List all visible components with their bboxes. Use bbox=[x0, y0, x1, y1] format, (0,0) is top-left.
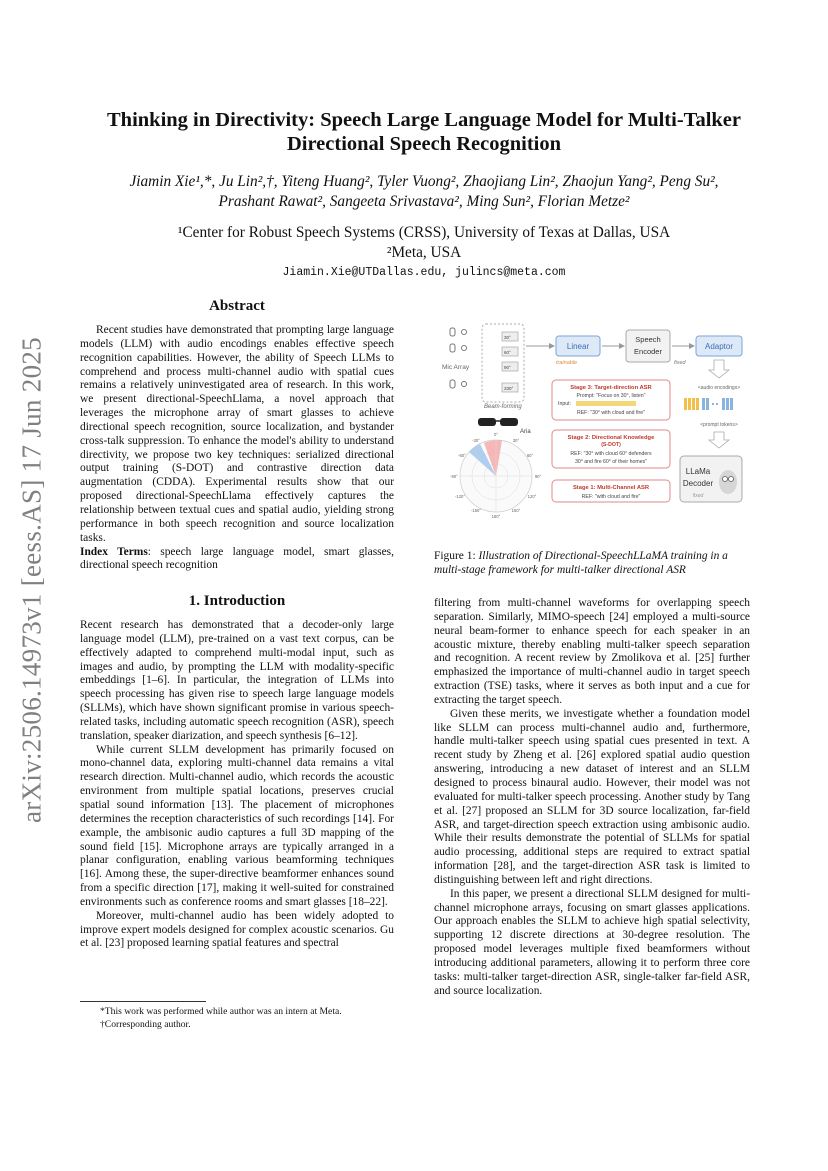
stage-2-title: Stage 2: Directional Knowledge bbox=[567, 435, 655, 441]
contact-email[interactable]: Jiamin.Xie@UTDallas.edu, julincs@meta.com bbox=[282, 266, 566, 279]
stage-1-title: Stage 1: Multi-Channel ASR bbox=[572, 485, 650, 491]
authors-line-2: Prashant Rawat², Sangeeta Srivastava², Ming Sun², Florian Metze² bbox=[218, 193, 630, 210]
stage-3-input: Input: bbox=[558, 401, 571, 407]
fixed-label: fixed bbox=[674, 360, 686, 366]
stage-2-ref-2: 30° and fire 60° of their homes" bbox=[574, 459, 648, 465]
down-arrow-icon-2 bbox=[709, 432, 729, 448]
prompt-tokens-label: <prompt tokens> bbox=[700, 422, 738, 428]
mic-array-icons bbox=[450, 328, 467, 388]
polar-label-60: 60° bbox=[526, 453, 534, 458]
stage-2-ref-1: REF: "30° with cloud 60° defenders bbox=[570, 451, 652, 457]
index-terms bbox=[80, 546, 394, 574]
intro-paragraph-5: Given these merits, we investigate whether a foundation model like SLLM can process multi-channel audio and, furthermore, handle multi-talker speech using spatial cues presented in text. A recent study by Zheng et al. [26] explored spatial audio question answering, introducing a new dataset of interest and an SLLM designed to process binaural audio. However, their model was not evaluated for multi-talker speech processing. Another study by Tang et al. [27] proposed an SLLM for 3D source localization, far-field ASR, and target-direction speech extraction using ambisonic audio. While their results demonstrate the potential of SLLMs for spatial audio processing, additional steps are required to extract spatial information [28], and the target-direction ASR task is limited to distinguishing between left and right directions. bbox=[434, 707, 750, 886]
caption-text: Illustration of Directional-SpeechLLaMA training in a multi-stage framework for multi-talker directional ASR bbox=[434, 550, 728, 576]
stage-2-sub: (S-DOT) bbox=[601, 442, 621, 448]
affiliation-1: ¹Center for Robust Speech Systems (CRSS), University of Texas at Dallas, USA bbox=[177, 224, 671, 241]
title-line-2: Directional Speech Recognition bbox=[286, 133, 562, 155]
linear-label: Linear bbox=[566, 342, 590, 351]
llama-label-1: LLaMa bbox=[685, 467, 711, 476]
mic-array-label: Mic Array bbox=[442, 364, 470, 371]
intro-heading: 1. Introduction bbox=[188, 593, 286, 609]
down-arrow-icon bbox=[709, 360, 729, 378]
stage-3-title: Stage 3: Target-direction ASR bbox=[570, 385, 652, 391]
polar-label-n30: -30° bbox=[472, 438, 480, 443]
beam-label-1: 30° bbox=[504, 335, 511, 340]
adaptor-label: Adaptor bbox=[704, 342, 734, 351]
figure-1-caption bbox=[434, 549, 750, 577]
llama-label-2: Decoder bbox=[682, 479, 714, 488]
polar-label-30: 30° bbox=[512, 438, 520, 443]
stage-3-prompt: Prompt: "Focus on 30°, listen" bbox=[576, 393, 646, 399]
polar-label-90: 90° bbox=[534, 474, 542, 479]
polar-label-180: 180° bbox=[491, 514, 501, 519]
intro-paragraph-1: Recent research has demonstrated that a decoder-only large language model (LLM), pre-trained on a vast text corpus, can be effectively adapted to comprehend multi-modal input, such as images and audio, by prompting the LLM with modality-specific embeddings [1–6]. In particular, the integration of LLMs into speech processing has given rise to speech large language models (SLLMs), which have shown significant promise in various speech-related tasks, including automatic speech recognition (ASR), speech translation, speaker diarization, and speech synthesis [6–12]. bbox=[80, 619, 394, 742]
beam-label-3: 90° bbox=[504, 365, 511, 370]
intro-paragraph-4: filtering from multi-channel waveforms for overlapping speech separation. Similarly, MIMO-speech [24] employed a multi-source neural beam-former to enhance speech for each speaker in an acoustic mixture, thereby enabling multi-talker speech separation and recognition. A recent review by Zmolikova et al. [25] further emphasized the importance of multi-channel audio in target speech extraction (TSE) tasks, where it serves as both input and a cue for extracting the target speech. bbox=[434, 597, 750, 706]
index-terms-text: : speech large language model, smart glasses, directional speech recognition bbox=[80, 545, 394, 572]
arxiv-id: arXiv:2506.14973v1 [eess.AS] 17 Jun 2025 bbox=[16, 337, 47, 823]
llama-fixed-label: fixed bbox=[692, 493, 704, 499]
intro-left-column bbox=[80, 619, 394, 951]
llama-mascot-icon bbox=[719, 470, 737, 494]
beam-label-2: 60° bbox=[504, 350, 511, 355]
figure-1-diagram bbox=[440, 322, 756, 544]
affiliation-2: ²Meta, USA bbox=[386, 244, 462, 261]
audio-encoding-tokens bbox=[684, 398, 733, 410]
speech-encoder-label-2: Encoder bbox=[634, 347, 662, 356]
intro-paragraph-3: Moreover, multi-channel audio has been widely adopted to improve expert models designed for complex acoustic scenarios. Gu et al. [23] proposed learning spatial features and spectral bbox=[80, 909, 394, 950]
audio-encodings-label: <audio encodings> bbox=[697, 385, 741, 391]
polar-label-n60: -60° bbox=[458, 453, 466, 458]
index-terms-label: Index Terms bbox=[80, 545, 148, 558]
polar-label-n120: -120° bbox=[454, 494, 466, 499]
polar-label-150: 150° bbox=[511, 508, 521, 513]
intro-right-column bbox=[434, 597, 750, 998]
beamforming-label: Beam-forming bbox=[484, 404, 522, 410]
stage-1-ref: REF: "with cloud and fire" bbox=[581, 494, 641, 500]
footnote-1: *This work was performed while author was an intern at Meta. bbox=[100, 1006, 342, 1017]
aria-label: Aria bbox=[520, 429, 531, 435]
abstract-block bbox=[80, 324, 394, 573]
paper-title bbox=[80, 108, 768, 156]
polar-label-0: 0° bbox=[493, 432, 499, 437]
footnotes bbox=[80, 1006, 394, 1031]
affiliations bbox=[60, 223, 788, 263]
authors-line-1: Jiamin Xie¹,*, Ju Lin²,†, Yiteng Huang², Tyler Vuong², Zhaojiang Lin², Zhaojun Yang², Peng Su², bbox=[129, 173, 719, 190]
footnote-rule bbox=[80, 1001, 206, 1002]
author-list bbox=[60, 172, 788, 212]
intro-paragraph-6: In this paper, we present a directional SLLM designed for multi-channel microphone arrays, focusing on smart glasses applications. Our approach enables the SLLM to achieve high spatial selectivity, supporting 12 discrete directions at 30-degree resolution. The proposed model leverages multiple fixed beamformers without introducing additional parameters, allowing it to perform three core tasks: multi-talker target-direction ASR, single-talker far-field ASR, and source localization. bbox=[434, 887, 750, 997]
arxiv-sidebar bbox=[10, 320, 54, 840]
smart-glasses-icon bbox=[478, 418, 518, 426]
caption-label: Figure 1: bbox=[434, 550, 479, 562]
stage-3-ref: REF: "30° with cloud and fire" bbox=[576, 410, 646, 416]
abstract-heading: Abstract bbox=[209, 298, 265, 314]
beam-label-4: 330° bbox=[504, 386, 514, 391]
polar-direction-plot bbox=[460, 440, 532, 512]
speech-encoder-label-1: Speech bbox=[635, 335, 661, 344]
polar-label-n150: -150° bbox=[470, 508, 482, 513]
polar-label-120: 120° bbox=[527, 494, 537, 499]
footnote-2: †Corresponding author. bbox=[100, 1018, 191, 1030]
title-line-1: Thinking in Directivity: Speech Large Language Model for Multi-Talker bbox=[107, 109, 741, 131]
abstract-body: Recent studies have demonstrated that prompting large language models (LLM) with audio encodings enables effective speech recognition capabilities. However, the ability of Speech LLMs to comprehend and process multi-channel audio with spatial cues remains a relatively uninvestigated area of research. In this work, we present directional-SpeechLlama, a novel approach that leverages the microphone array of smart glasses to achieve directional speech recognition, source localization, and bystander cross-talk suppression. To enhance the model's ability to understand directivity, we propose two key techniques: serialized directional output training (S-DOT) and contrastive direction data augmentation (CDDA). Experimental results show that our proposed directional-SpeechLlama effectively captures the relationship between textual cues and spatial audio, yielding strong performance in both speech recognition and source localization tasks. bbox=[80, 324, 394, 544]
intro-paragraph-2: While current SLLM development has primarily focused on mono-channel data, exploring multi-channel data remains a vital research direction. Multi-channel audio, which records the acoustic environment from multiple spatial locations, preserves crucial spatial sound information [13]. The placement of microphones determines the reception characteristics of such recordings [14]. For example, the ambisonic audio captures a full 3D mapping of the sound field [15]. Microphone arrays are typically arranged in a planar configuration, enabling various beamforming techniques [16]. Among these, the super-directive beamformer enhances sound from a specific direction [17], making it well-suited for constrained environments such as conference rooms and smart glasses [18–22]. bbox=[80, 743, 394, 908]
trainable-label: trainable bbox=[556, 360, 578, 366]
polar-label-n90: -90° bbox=[450, 474, 458, 479]
